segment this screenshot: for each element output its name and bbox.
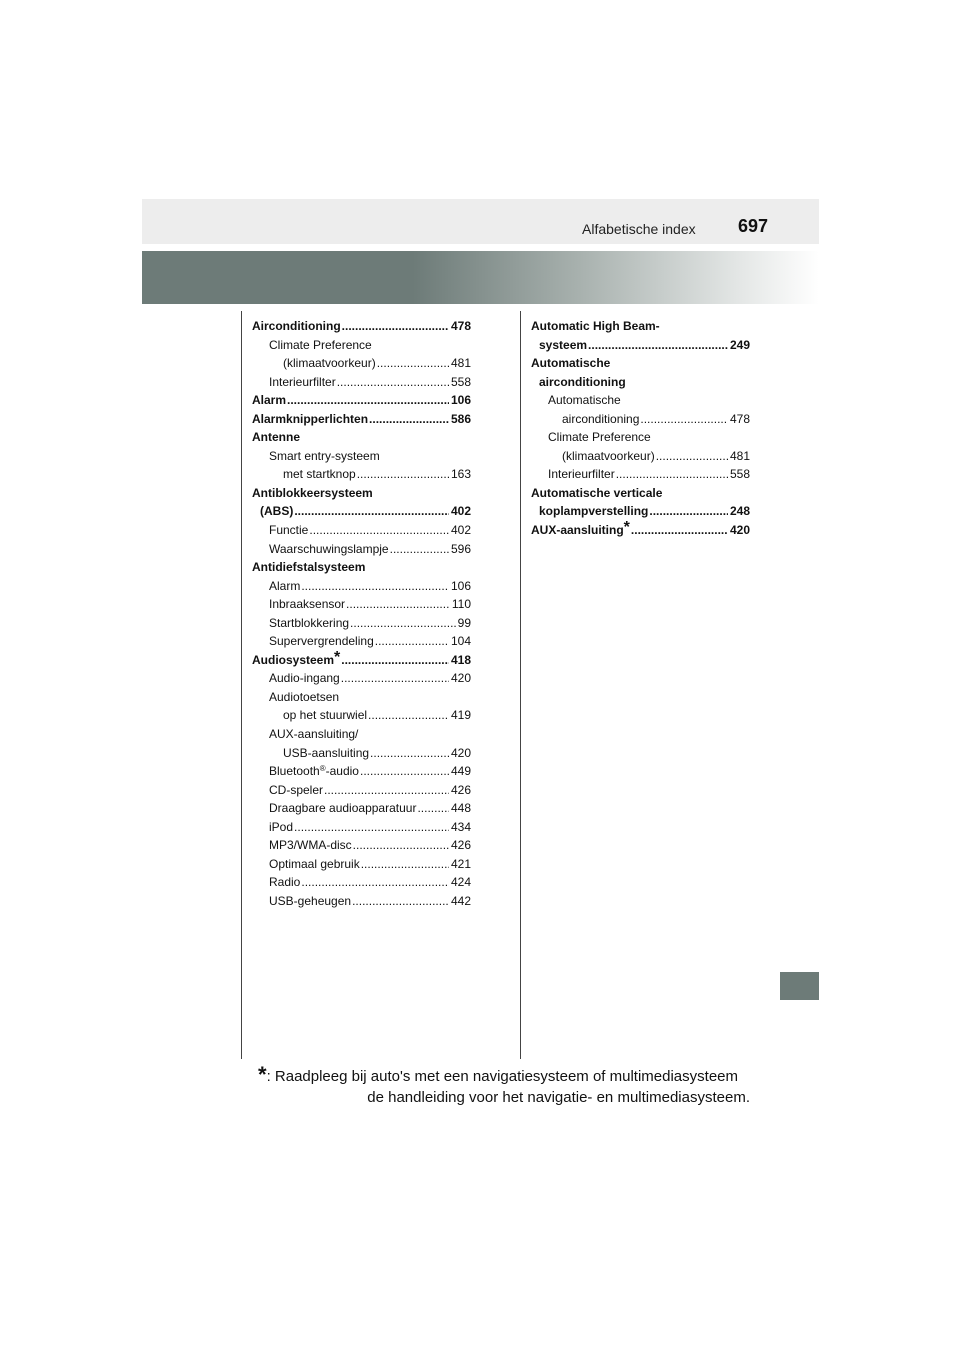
footnote <box>258 1064 750 1108</box>
index-subentry: Audio-ingang ..... 420 <box>252 669 471 688</box>
page-number: 697 <box>738 216 769 236</box>
index-entry: Audiosysteem* ..... 418 <box>252 651 471 670</box>
index-subentry: CD-speler ..... 426 <box>252 781 471 800</box>
index-subentry: Waarschuwingslampje ..... 596 <box>252 540 471 559</box>
index-subentry: Bluetooth®-audio ..... 449 <box>252 762 471 781</box>
index-entry-continuation: koplampverstelling ..... 248 <box>531 502 750 521</box>
index-subentry: Automatische <box>548 393 621 408</box>
index-subentry: Inbraaksensor ..... 110 <box>252 595 471 614</box>
header-bar <box>142 199 819 244</box>
index-subentry: USB-aansluiting ..... 420 <box>252 744 471 763</box>
index-subentry: MP3/WMA-disc ..... 426 <box>252 836 471 855</box>
index-subentry: (klimaatvoorkeur) ..... 481 <box>252 354 471 373</box>
index-entry-continuation: airconditioning <box>539 374 626 389</box>
index-entry-continuation: (ABS) ..... 402 <box>252 502 471 521</box>
index-entry: Airconditioning ..... 478 <box>252 317 471 336</box>
index-subentry: Alarm ..... 106 <box>252 577 471 596</box>
section-title: Alfabetische index <box>582 221 696 237</box>
index-entry: Automatische verticale <box>531 485 663 500</box>
registered-mark: ® <box>319 764 326 774</box>
index-subentry: Climate Preference <box>548 430 651 445</box>
index-subentry: iPod ..... 434 <box>252 818 471 837</box>
index-subentry: Audiotoetsen <box>269 689 340 704</box>
index-entry: Alarmknipperlichten ..... 586 <box>252 410 471 429</box>
footnote-line-1: *: Raadpleeg bij auto's met een navigatiesysteem of multimediasysteem <box>258 1062 739 1087</box>
index-subentry: Optimaal gebruik ..... 421 <box>252 855 471 874</box>
index-subentry: (klimaatvoorkeur) ..... 481 <box>531 447 750 466</box>
index-subentry: Supervergrendeling ..... 104 <box>252 632 471 651</box>
index-entry: AUX-aansluiting* ..... 420 <box>531 521 750 540</box>
index-entry: Antenne <box>252 430 300 445</box>
index-entry: Antiblokkeersysteem <box>252 485 373 500</box>
gradient-band <box>142 251 819 304</box>
index-subentry: op het stuurwiel ..... 419 <box>252 706 471 725</box>
footnote-line-2: de handleiding voor het navigatie- en multimediasysteem. <box>367 1089 750 1106</box>
index-subentry: met startknop ..... 163 <box>252 465 471 484</box>
index-subentry: Startblokkering ..... 99 <box>252 614 471 633</box>
index-column-right <box>531 317 750 540</box>
index-subentry: Radio ..... 424 <box>252 873 471 892</box>
footnote-star: * <box>258 1062 267 1087</box>
left-margin-rule <box>241 311 242 1059</box>
index-subentry: AUX-aansluiting/ <box>269 727 359 742</box>
index-subentry: Draagbare audioapparatuur ..... 448 <box>252 799 471 818</box>
index-subentry: Interieurfilter ..... 558 <box>252 373 471 392</box>
index-entry: Automatische <box>531 356 611 371</box>
section-tab <box>780 972 819 1000</box>
footnote-star: * <box>334 648 341 666</box>
index-entry: Alarm ..... 106 <box>252 391 471 410</box>
index-subentry: USB-geheugen ..... 442 <box>252 892 471 911</box>
index-subentry: Interieurfilter ..... 558 <box>531 465 750 484</box>
index-subentry: Smart entry-systeem <box>269 448 380 463</box>
index-subentry: Climate Preference <box>269 337 372 352</box>
index-subentry: Functie ..... 402 <box>252 521 471 540</box>
index-subentry: airconditioning ..... 478 <box>531 410 750 429</box>
index-entry: Antidiefstalsysteem <box>252 560 366 575</box>
index-entry-continuation: systeem ..... 249 <box>531 336 750 355</box>
index-column-left <box>252 317 471 911</box>
column-divider <box>520 311 521 1059</box>
footnote-star: * <box>623 519 630 537</box>
index-entry: Automatic High Beam- <box>531 319 660 333</box>
